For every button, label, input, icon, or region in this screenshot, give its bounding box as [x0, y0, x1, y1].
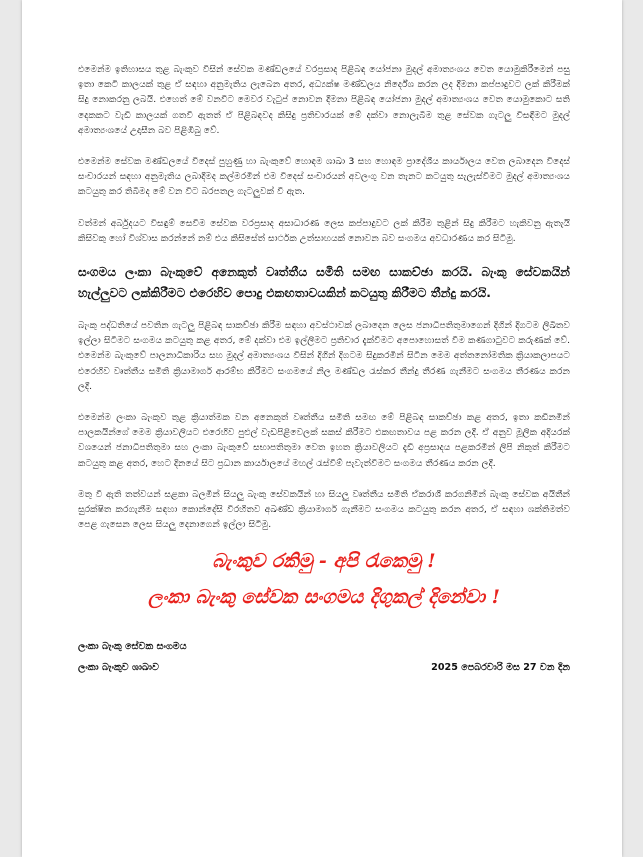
section-heading: සංගමය ලංකා බැංකුවේ අනෙකුත් වෘත්තීය සමිති සමඟ සාකච්ඡා කරයි. බැංකු සේවකයින් හැල්ලුවට ලක්කිරීමට එරෙහිව පොදු එකඟතාවයකින් කටයුතු කිරීමට තීන්දු කරයි. [78, 265, 570, 301]
signature-branch: ලංකා බැංකුව ශාඛාව [78, 662, 159, 674]
paragraph-2: එමෙන්ම සේවක මණ්ඩලයේ විදෙස් පුහුණු හා බැංකුවේ හොඳම ශාඛා 3 සහ හොඳම ප්‍රාදේශීය කාර්යාලය වෙත ලබාදෙන විදෙස් සංචාරයන් සඳහා අනුමැතිය ලබාදීමද කල්මරමින් එම විදෙස් සංචාරයන් අවලංගු වන තැනට කටයුතු සැලැස්වීමට මුදල් අමාත්‍යංශය කටයුතු කර තිබීමද මේ වන විට බරපතල ගැටලුවක් වී ඇත. [78, 156, 570, 198]
paragraph-5: එමෙන්ම ලංකා බැංකුව තුළ ක්‍රියාත්මක වන අනෙකුත් වෘත්තීය සමිති සමඟ මේ පිළිබඳ සාකච්ඡා කළ අතර, ඉතා කඩිනමින් පාලකයින්ගේ මෙම ක්‍රියාවලියට එරෙහිව පුළුල් වැඩපිළිවෙලක් සකස් කිරීමට එකඟ‍තාවය පළ කරන ලදී. ඒ අනුව මූලික අදියරක් වශයෙන් ජනාධිපතිතුමා සහ ලංකා බැංකුවේ සභාපතිතුමා වෙත ඉහත ක්‍රියාවලියට දැඩි අප්‍රසාදය පළකරමින් ලිපි නිකුත් කිරීමට කටයුතු කළ අතර, හෙට දිනයේ සිට ප්‍රධාන කාර්යාලයේ මහල් රැස්වීම් පැවැත්වීමට සංගමය තීරණය කරන ලදී. [78, 412, 570, 469]
slogan-union-longlive: ලංකා බැංකු සේවක සංගමය දිගුකල් දිනේවා ! [148, 586, 500, 609]
signature-block [78, 636, 570, 678]
letter-body [78, 62, 570, 678]
paragraph-3: වත්මන් අර්බුදයට විසඳුම් සෙවීම සේවක වරප්‍රසාද අසාධාරණ ලෙස කප්පාදුවට ලක් කිරීම තුළින් සිදු කිරීමට හැකිවනු ඇතැයි කිසිවකු හෝ විශ්වාස කරන්නේ නම් එය කිසිසේත් සාර්ථක උත්සාහයක් නොවන බව සංගමය අවධාරණය කර සිටිමු. [78, 217, 570, 244]
letter-date: 2025 පෙබරවාරි මස 27 වන දින [431, 662, 570, 674]
paragraph-1: එමෙන්ම ඉතිහාසය තුළ බැංකුව විසින් සේවක මණ්ඩලයේ වරප්‍රසාද පිළිබඳ යෝජනා මුදල් අමාත්‍යංශය වෙත යොමුකිරීමෙන් පසු ඉතා කෙටි කාලයක් තුළ ඒ සඳහා අනුමැතිය ලැබෙන අතර, අධ්‍යක්ෂ මණ්ඩලය නිර්දේශ කරන ලද දීමනා කප්පාදුවට ලක් කිරීමක් සිදු නොකරනු ලබයි. එහෙත් මේ වනවිට මෙවර වැටුප් නොවන දීමනා පිළිබඳ යෝජනා මුදල් අමාත්‍යංශය වෙත යොමුකොට සති දෙකකට වැඩි කාලයක් ගතවී ඇතත් ඒ පිළිබඳවද කිසිදු ප්‍රතිචාරයක් මේ දක්වා නොලැබීම තුළ සේවක ගැටලු විසඳීමට මුදල් අමාත්‍යංශයේ උදාසීන බව පිළිඹිබු වේ. [78, 64, 570, 136]
paragraph-6: මතු වී ඇති තත්වයන් සළකා බලමින් සියලු බැංකු සේවකයින් හා සියලු වෘත්තීය සමිති ඒකරාශී කරගනිමින් බැංකු සේවක අයිතීන් සුරක්ෂිත කරගැනීම සඳහා කොන්දේසි විරහිතව අඛණ්ඩ ක්‍රියාමාර්ග ගැනීමට සංගමය කටයුතු කරන අතර, ඒ සඳහා ශක්තිමත්ව පෙළ ගැසෙන ලෙස සියලු දෙනාගෙන් ඉල්ලා සිටිමු. [78, 488, 570, 531]
signature-row [78, 657, 570, 678]
signature-union-name: ලංකා බැංකු සේවක සංගමය [78, 641, 187, 653]
paragraph-4: බැංකු පද්ධතියේ පවතින ගැටලු පිළිබඳ සාකච්ඡා කිරීම සඳහා අවස්ථාවක් ලබාදෙන ලෙස ජනාධිපතිතුමාගෙන් දිගින් දිගටම ලිඛිතව ඉල්ලා සිටීමට සංගමය කටයුතු කළ අතර, මේ දක්වා එම ඉල්ලීමට ප්‍රතිචාර දැක්වීමට අපොහොසත් වීම කණගාටුවට කරුණක් වේ. එමෙන්ම බැංකුවේ පාලනාධිකාරිය සහ මුදල් අමාත්‍යංශය විසින් දිගින් දිගටම සිදුකරමින් සිටින මෙම අත්තනෝමතික ක්‍රියාකලාපයට එරෙහිව වෘත්තීය සමිති ක්‍රියාමාර්ග ආරම්භ කිරීමට සංගමයේ නිල මණ්ඩල රැස්කර තීන්දු තීරණ ගැනීමට සංගමය තීරණය කරන ලදී. [78, 320, 570, 392]
document-page [22, 0, 622, 857]
slogan-protect-bank: බැංකුව රකිමු - අපි රැකෙමු ! [212, 550, 436, 573]
